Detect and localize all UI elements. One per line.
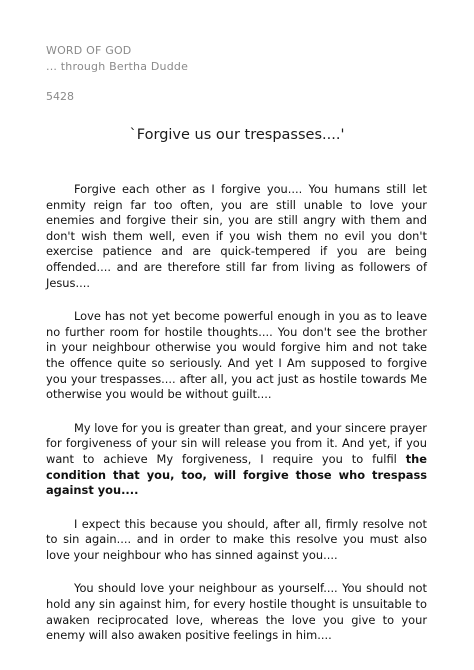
paragraph-1 xyxy=(46,182,427,291)
document-title: `Forgive us our trespasses....' xyxy=(129,127,345,143)
paragraph-4-text: I expect this because you should, after all, firmly resolve not to sin again.... and in order to make this resolve you must also love your neighbour who has sinned against you.... xyxy=(46,516,427,562)
document-number: 5428 xyxy=(46,90,74,103)
paragraph-5 xyxy=(46,581,427,643)
paragraph-1-text: Forgive each other as I forgive you.... You humans still let enmity reign far too often, you are still unable to love your enemies and forgive their sin, you are still angry with them and don't wish them well, even if you wish them no evil you don't exercise patience and are quick-tempered if you are being offended.... and are therefore still far from living as followers of Jesus.... xyxy=(46,182,427,290)
paragraph-3 xyxy=(46,421,427,499)
header-author-line: ... through Bertha Dudde xyxy=(46,60,189,73)
paragraph-2-text: Love has not yet become powerful enough in you as to leave no further room for hostile thoughts.... You don't see the brother in your neighbour otherwise you would forgive him and not take the offence quite so seriously. And yet I Am supposed to forgive you your trespasses.... after all, you act just as hostile towards Me otherwise you would be without guilt.... xyxy=(46,309,427,402)
paragraph-3-bold-text: the condition that you, too, will forgive those who trespass against you.... xyxy=(46,451,427,498)
paragraph-4 xyxy=(46,517,427,564)
document-body xyxy=(46,182,427,662)
paragraph-3-text: My love for you is greater than great, and your sincere prayer for forgiveness of your sin will release you from it. And yet, if you want to achieve My forgiveness, I require you to fulfil xyxy=(46,420,427,466)
paragraph-5-text: You should love your neighbour as yourself.... You should not hold any sin against him, for every hostile thought is unsuitable to awaken reciprocated love, whereas the love you give to your enemy will also awaken positive feelings in him.... xyxy=(46,581,427,643)
header-source-title: WORD OF GOD xyxy=(46,44,132,57)
document-header xyxy=(46,43,188,75)
paragraph-2 xyxy=(46,309,427,403)
